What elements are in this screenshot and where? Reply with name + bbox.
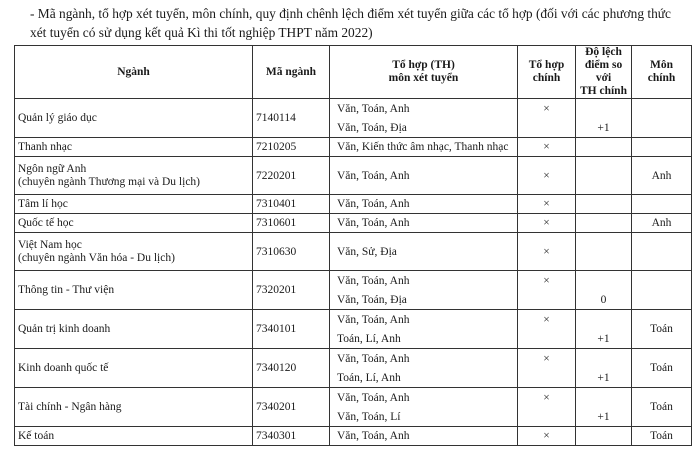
main-subject-cell: Toán — [632, 388, 692, 427]
major-name-line-1: Thông tin - Thư viện — [18, 283, 115, 296]
combo-cell — [330, 99, 518, 138]
header-combo-line-1: Tổ hợp (TH) — [392, 59, 455, 71]
header-diff-line-1: Độ lệch — [585, 46, 622, 58]
major-name-line-1: Quản lý giáo dục — [18, 111, 97, 124]
main-combo-mark: × — [543, 217, 550, 229]
header-main-combo — [518, 46, 576, 99]
main-subject-cell: Toán — [632, 349, 692, 388]
header-subject-line-1: Môn — [650, 59, 673, 71]
header-main-line-2: chính — [532, 72, 561, 84]
major-name — [15, 388, 253, 427]
combo-item: Văn, Toán, Anh — [337, 391, 410, 404]
major-name — [15, 349, 253, 388]
score-diff-value — [579, 310, 628, 329]
major-name-line-1: Quản trị kinh doanh — [18, 322, 111, 335]
main-combo-cell — [518, 157, 576, 195]
major-code: 7220201 — [253, 157, 330, 195]
major-code: 7340201 — [253, 388, 330, 427]
major-code: 7210205 — [253, 138, 330, 157]
combo-item: Văn, Kiến thức âm nhạc, Thanh nhạc — [337, 141, 509, 153]
major-name — [15, 271, 253, 310]
combo-item: Văn, Toán, Anh — [337, 430, 410, 442]
main-combo-cell — [518, 138, 576, 157]
main-combo-cell — [518, 195, 576, 214]
header-subject-line-2: chính — [647, 72, 676, 84]
combo-cell — [330, 427, 518, 446]
major-name-line-1: Thanh nhạc — [18, 140, 72, 153]
main-combo-cell — [518, 427, 576, 446]
major-name-line-1: Quốc tế học — [18, 216, 74, 229]
combo-item: Văn, Toán, Anh — [337, 198, 410, 210]
major-name — [15, 214, 253, 233]
admission-table — [14, 45, 692, 446]
main-combo-cell — [518, 349, 576, 388]
major-name — [15, 310, 253, 349]
table-row — [15, 427, 692, 446]
header-combo-line-2: môn xét tuyển — [388, 72, 459, 84]
score-diff-cell — [576, 195, 632, 214]
score-diff-cell — [576, 271, 632, 310]
main-subject-cell: Toán — [632, 310, 692, 349]
main-combo-mark — [521, 368, 572, 387]
table-row — [15, 195, 692, 214]
combo-item: Văn, Toán, Anh — [337, 217, 410, 229]
table-row — [15, 157, 692, 195]
score-diff-value: 0 — [600, 293, 607, 306]
score-diff-cell — [576, 310, 632, 349]
combo-item: Toán, Lí, Anh — [337, 371, 401, 384]
header-main-subject — [632, 46, 692, 99]
combo-cell — [330, 138, 518, 157]
main-subject-cell — [632, 195, 692, 214]
score-diff-cell — [576, 233, 632, 271]
combo-cell — [330, 388, 518, 427]
major-name — [15, 138, 253, 157]
score-diff-value — [579, 138, 628, 156]
combo-item: Văn, Toán, Anh — [337, 169, 410, 182]
main-subject-cell — [632, 233, 692, 271]
main-combo-mark — [521, 407, 572, 426]
score-diff-cell — [576, 349, 632, 388]
intro-line-1: - Mã ngành, tổ hợp xét tuyển, môn chính, quy định chênh lệch điểm xét tuyển giữa các tổ hợp (đối với các phương thức — [30, 6, 671, 21]
score-diff-cell — [576, 214, 632, 233]
score-diff-cell — [576, 99, 632, 138]
main-subject-cell: Toán — [632, 427, 692, 446]
major-name-line-2: (chuyên ngành Văn hóa - Du lịch) — [18, 251, 175, 264]
combo-item: Văn, Sử, Địa — [337, 245, 397, 258]
combo-item: Văn, Toán, Lí — [337, 410, 401, 423]
header-combo — [330, 46, 518, 99]
major-code: 7340101 — [253, 310, 330, 349]
main-combo-mark: × — [543, 391, 550, 404]
intro-line-2: xét tuyển có sử dụng kết quả Kì thi tốt nghiệp THPT năm 2022) — [30, 25, 373, 40]
header-score-diff — [576, 46, 632, 99]
main-combo-mark: × — [543, 169, 550, 182]
combo-item: Văn, Toán, Địa — [337, 293, 407, 306]
main-combo-mark — [521, 118, 572, 137]
main-combo-mark — [521, 329, 572, 348]
main-subject-cell — [632, 271, 692, 310]
score-diff-value — [579, 214, 628, 232]
main-combo-mark: × — [543, 198, 550, 210]
main-combo-mark: × — [543, 141, 550, 153]
major-name-line-1: Kinh doanh quốc tế — [18, 361, 109, 374]
combo-cell — [330, 349, 518, 388]
combo-item: Văn, Toán, Anh — [337, 313, 410, 326]
main-combo-cell — [518, 310, 576, 349]
major-name-line-1: Kế toán — [18, 429, 55, 442]
score-diff-value — [579, 166, 628, 185]
score-diff-cell — [576, 157, 632, 195]
combo-cell — [330, 195, 518, 214]
major-name — [15, 427, 253, 446]
major-name-line-1: Ngôn ngữ Anh — [18, 162, 87, 175]
combo-item: Văn, Toán, Địa — [337, 121, 407, 134]
main-subject-cell — [632, 138, 692, 157]
score-diff-value: +1 — [597, 121, 610, 134]
combo-cell — [330, 233, 518, 271]
major-name — [15, 233, 253, 271]
table-row — [15, 214, 692, 233]
combo-cell — [330, 157, 518, 195]
major-code: 7310630 — [253, 233, 330, 271]
major-name — [15, 99, 253, 138]
table-row — [15, 138, 692, 157]
main-combo-mark: × — [543, 352, 550, 365]
main-combo-mark: × — [543, 274, 550, 287]
table-row — [15, 310, 692, 349]
major-code: 7310601 — [253, 214, 330, 233]
main-subject-cell: Anh — [632, 157, 692, 195]
score-diff-value — [579, 349, 628, 368]
score-diff-cell — [576, 138, 632, 157]
major-name-line-1: Việt Nam học — [18, 238, 82, 251]
score-diff-value: +1 — [597, 332, 610, 345]
score-diff-cell — [576, 427, 632, 446]
main-combo-cell — [518, 271, 576, 310]
major-code: 7340120 — [253, 349, 330, 388]
combo-cell — [330, 310, 518, 349]
header-main-line-1: Tổ hợp — [528, 59, 565, 71]
combo-cell — [330, 214, 518, 233]
score-diff-value — [579, 427, 628, 445]
combo-item: Toán, Lí, Anh — [337, 332, 401, 345]
score-diff-value — [579, 271, 628, 290]
intro-paragraph — [30, 4, 690, 42]
score-diff-value: +1 — [597, 371, 610, 384]
table-row — [15, 388, 692, 427]
main-combo-mark — [521, 290, 572, 309]
score-diff-value — [579, 99, 628, 118]
combo-item: Văn, Toán, Anh — [337, 102, 410, 115]
major-name — [15, 157, 253, 195]
score-diff-value — [579, 195, 628, 213]
table-body — [15, 99, 692, 446]
table-row — [15, 349, 692, 388]
major-name-line-2: (chuyên ngành Thương mại và Du lịch) — [18, 175, 201, 188]
header-major: Ngành — [15, 46, 253, 99]
main-combo-cell — [518, 233, 576, 271]
main-combo-mark: × — [543, 313, 550, 326]
score-diff-value: +1 — [597, 410, 610, 423]
score-diff-value — [579, 388, 628, 407]
major-code: 7340301 — [253, 427, 330, 446]
table-header-row — [15, 46, 692, 99]
main-combo-mark: × — [543, 245, 550, 258]
main-combo-cell — [518, 99, 576, 138]
header-code: Mã ngành — [253, 46, 330, 99]
score-diff-value — [579, 242, 628, 261]
major-code: 7320201 — [253, 271, 330, 310]
combo-cell — [330, 271, 518, 310]
main-combo-cell — [518, 214, 576, 233]
header-diff-line-3: TH chính — [580, 85, 627, 97]
major-name-line-1: Tâm lí học — [18, 197, 68, 210]
header-diff-line-2: điểm so với — [584, 59, 623, 84]
main-subject-cell: Anh — [632, 214, 692, 233]
table-row — [15, 99, 692, 138]
score-diff-cell — [576, 388, 632, 427]
major-code: 7140114 — [253, 99, 330, 138]
combo-item: Văn, Toán, Anh — [337, 352, 410, 365]
main-subject-cell — [632, 99, 692, 138]
table-row — [15, 233, 692, 271]
major-name — [15, 195, 253, 214]
major-name-line-1: Tài chính - Ngân hàng — [18, 400, 122, 413]
main-combo-mark: × — [543, 430, 550, 442]
main-combo-mark: × — [543, 102, 550, 115]
major-code: 7310401 — [253, 195, 330, 214]
table-row — [15, 271, 692, 310]
combo-item: Văn, Toán, Anh — [337, 274, 410, 287]
main-combo-cell — [518, 388, 576, 427]
